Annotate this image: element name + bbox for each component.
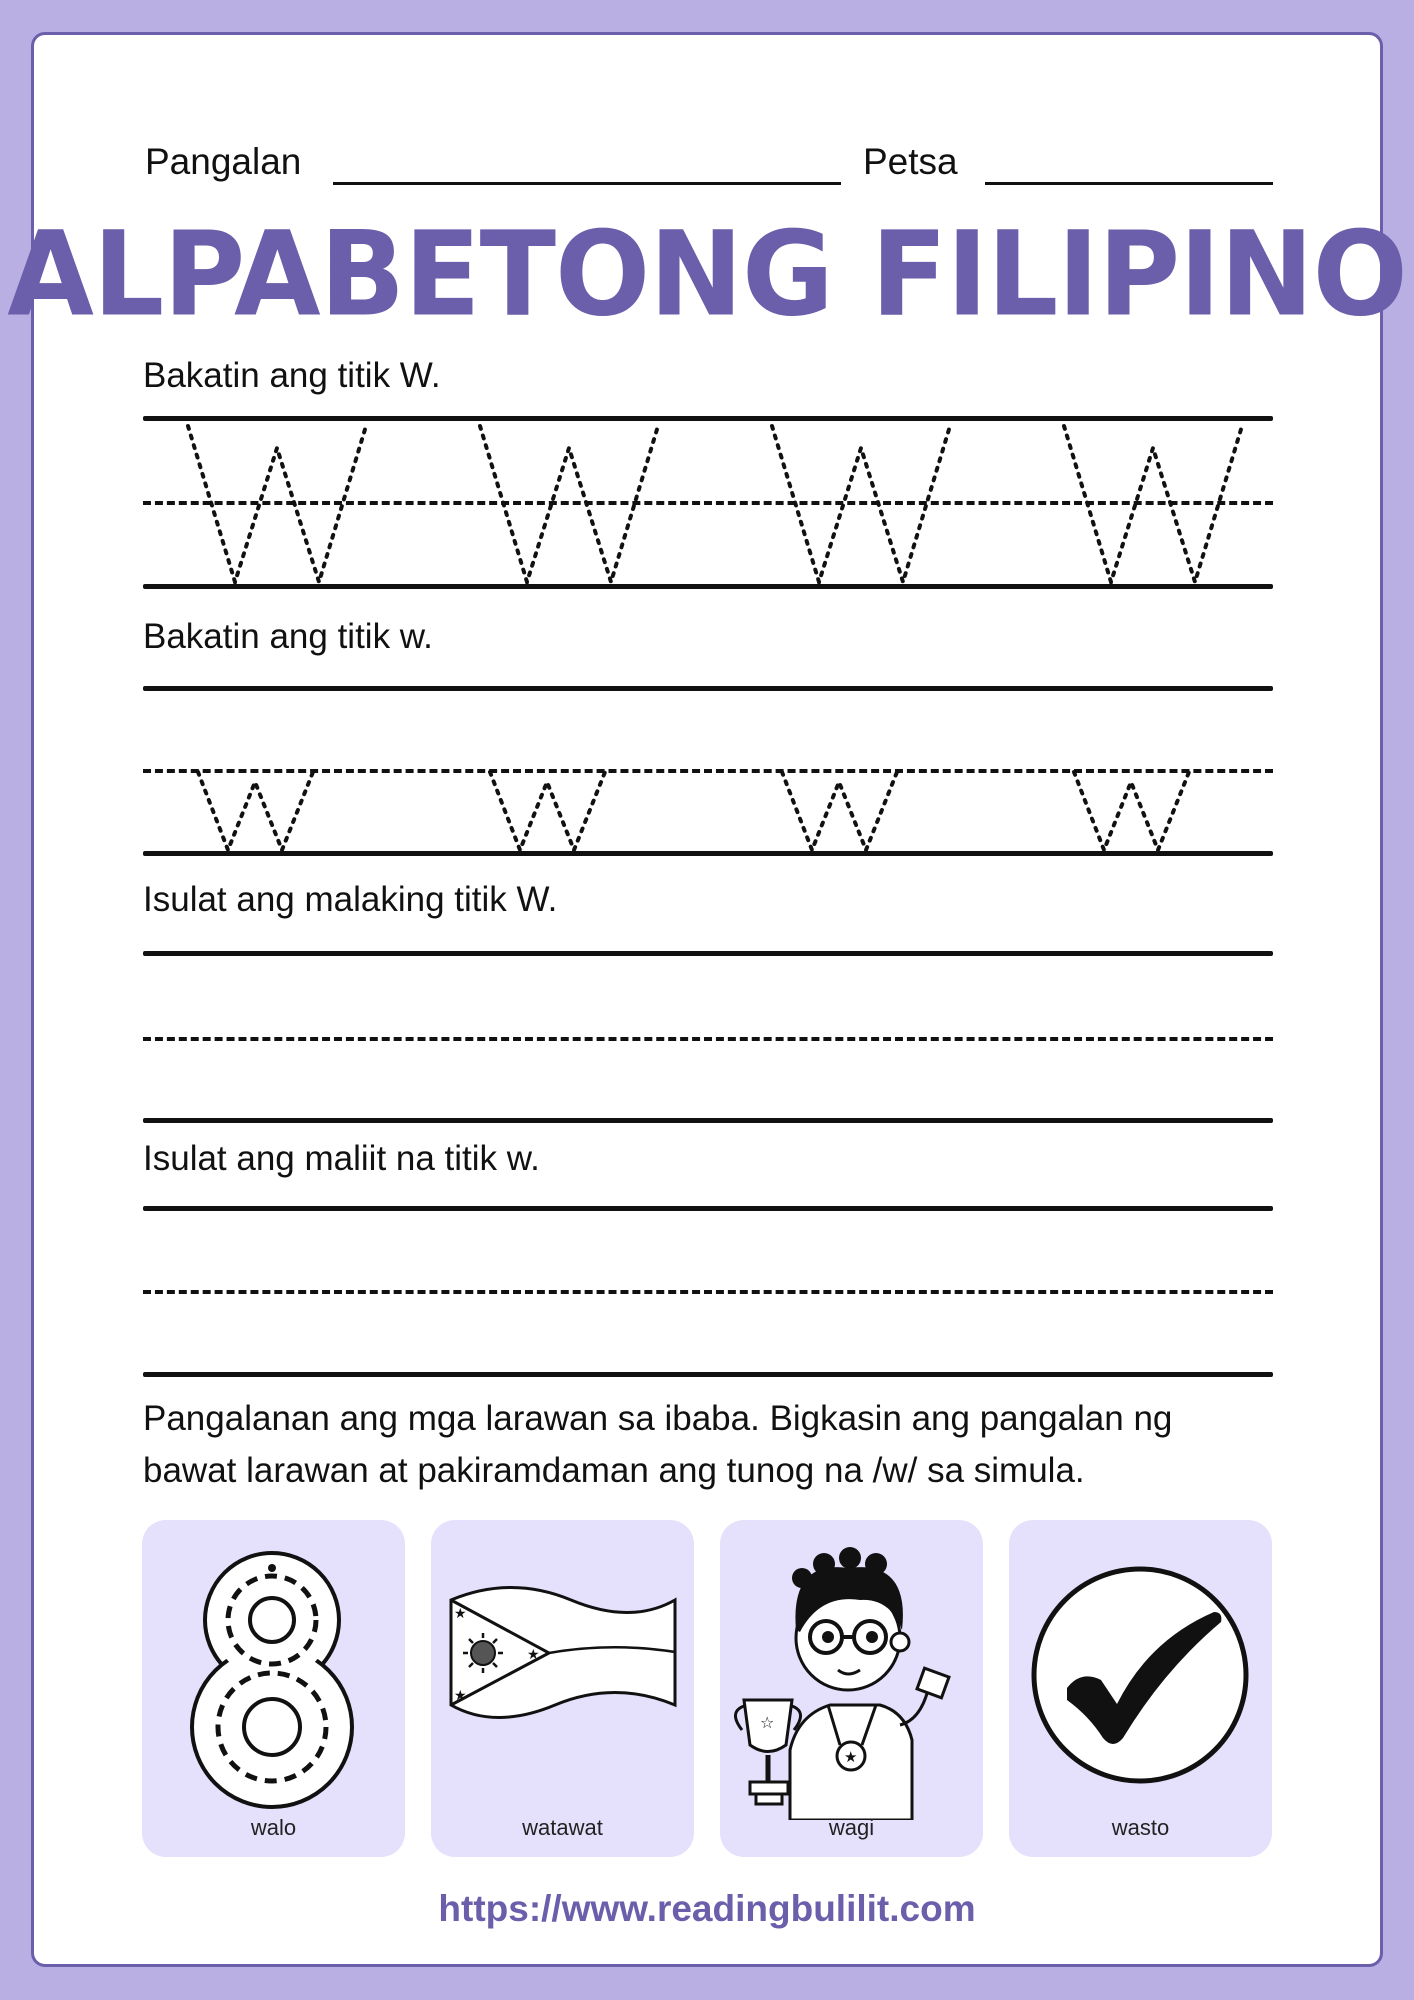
picture-card-wagi <box>720 1520 983 1857</box>
write-lower-instruction: Isulat ang maliit na titik w. <box>143 1139 540 1178</box>
svg-text:★: ★ <box>527 1647 540 1663</box>
picture-card-wasto <box>1009 1520 1272 1857</box>
winner-boy-icon <box>720 1520 983 1820</box>
date-blank[interactable] <box>985 182 1273 185</box>
picture-instruction-line2: bawat larawan at pakiramdaman ang tunog na /w/ sa simula. <box>143 1451 1085 1490</box>
traceable-lower-w-letters[interactable] <box>143 760 1273 860</box>
writing-mid-line[interactable] <box>143 1037 1273 1041</box>
writing-base-line[interactable] <box>143 1118 1273 1123</box>
traceable-upper-w-letters[interactable] <box>143 416 1273 591</box>
picture-caption: wagi <box>828 1815 875 1840</box>
name-blank[interactable] <box>333 182 841 185</box>
picture-card-walo <box>142 1520 405 1857</box>
write-upper-instruction: Isulat ang malaking titik W. <box>143 880 558 919</box>
name-label: Pangalan <box>145 141 302 182</box>
trace-lower-instruction: Bakatin ang titik w. <box>143 617 433 656</box>
date-label: Petsa <box>863 141 958 182</box>
picture-card-watawat <box>431 1520 694 1857</box>
svg-text:★: ★ <box>454 1688 467 1704</box>
page-title: ALPABETONG FILIPINO <box>7 207 1407 343</box>
guide-top-line <box>143 686 1273 691</box>
trace-upper-instruction: Bakatin ang titik W. <box>143 356 441 395</box>
footer-url-link[interactable]: https://www.readingbulilit.com <box>438 1888 976 1929</box>
writing-base-line[interactable] <box>143 1372 1273 1377</box>
number-eight-icon <box>142 1520 405 1820</box>
picture-caption: watawat <box>522 1815 603 1840</box>
picture-instruction <box>143 1393 1293 1497</box>
writing-mid-line[interactable] <box>143 1290 1273 1294</box>
svg-text:☆: ☆ <box>760 1713 775 1732</box>
writing-top-line[interactable] <box>143 1206 1273 1211</box>
picture-instruction-line1: Pangalanan ang mga larawan sa ibaba. Bigkasin ang pangalan ng <box>143 1399 1173 1438</box>
writing-top-line[interactable] <box>143 951 1273 956</box>
philippine-flag-icon <box>431 1520 694 1820</box>
svg-text:★: ★ <box>844 1748 858 1766</box>
svg-text:★: ★ <box>454 1606 467 1622</box>
checkmark-icon <box>1009 1520 1272 1820</box>
picture-caption: wasto <box>1111 1815 1170 1840</box>
picture-caption: walo <box>250 1815 297 1840</box>
